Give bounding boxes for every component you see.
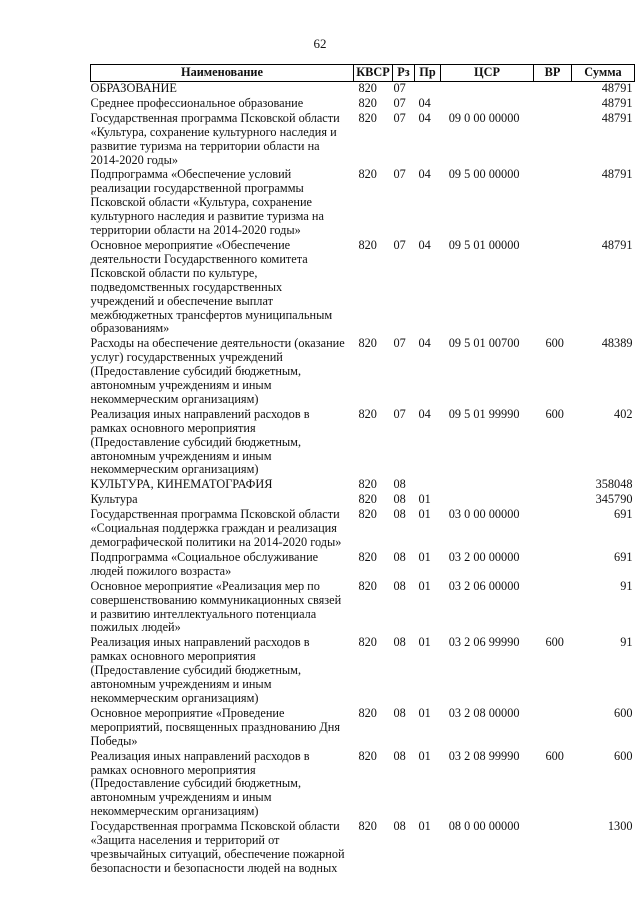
row-sum: 600 bbox=[614, 705, 633, 720]
row-rz: 08 bbox=[393, 507, 406, 522]
row-vr bbox=[534, 478, 572, 493]
row-rz: 08 bbox=[393, 748, 406, 763]
row-vr bbox=[534, 112, 572, 169]
row-vr bbox=[534, 580, 572, 637]
row-rz: 07 bbox=[393, 110, 406, 125]
row-csr: 03 2 00 00000 bbox=[448, 549, 520, 564]
table-row bbox=[91, 493, 635, 508]
table-row bbox=[91, 478, 635, 493]
row-rz: 08 bbox=[393, 477, 406, 492]
row-rz: 07 bbox=[393, 336, 406, 351]
row-kvsr: 820 bbox=[358, 748, 377, 763]
row-pr: 04 bbox=[418, 336, 431, 351]
row-csr: 03 0 00 00000 bbox=[448, 507, 520, 522]
row-kvsr: 820 bbox=[358, 578, 377, 593]
row-vr bbox=[534, 168, 572, 239]
budget-table bbox=[90, 64, 635, 877]
row-csr: 03 2 06 00000 bbox=[448, 578, 520, 593]
row-rz: 08 bbox=[393, 492, 406, 507]
table-row bbox=[91, 580, 635, 637]
row-rz: 07 bbox=[393, 406, 406, 421]
row-rz: 08 bbox=[393, 635, 406, 650]
row-csr: 09 5 01 00700 bbox=[448, 336, 520, 351]
row-csr: 09 0 00 00000 bbox=[448, 110, 520, 125]
row-csr: 09 5 01 00000 bbox=[448, 237, 520, 252]
row-name: Среднее профессиональное образование bbox=[90, 95, 304, 110]
table-row bbox=[91, 408, 635, 479]
row-pr: 01 bbox=[418, 549, 431, 564]
table-row bbox=[91, 508, 635, 551]
table-row bbox=[91, 112, 635, 169]
row-sum: 91 bbox=[620, 578, 633, 593]
row-vr bbox=[534, 82, 572, 97]
row-name: Подпрограмма «Обеспечение условий реализации государственной программы Псковской области «Культура, сохранение культурного наследия и развитие туризма на территории области на 2014-2020 годы» bbox=[90, 167, 324, 238]
row-pr: 04 bbox=[418, 406, 431, 421]
row-sum: 48791 bbox=[601, 237, 633, 252]
row-csr: 03 2 08 00000 bbox=[448, 705, 520, 720]
row-name: КУЛЬТУРА, КИНЕМАТОГРАФИЯ bbox=[90, 477, 273, 492]
row-kvsr: 820 bbox=[358, 406, 377, 421]
row-rz: 07 bbox=[393, 81, 406, 95]
row-sum: 691 bbox=[614, 507, 633, 522]
row-kvsr: 820 bbox=[358, 237, 377, 252]
row-csr: 03 2 06 99990 bbox=[448, 635, 520, 650]
row-sum: 48389 bbox=[601, 336, 633, 351]
row-name: Государственная программа Псковской области «Социальная поддержка граждан и реализация демографической политики на 2014-2020 годы» bbox=[90, 507, 342, 549]
row-kvsr: 820 bbox=[358, 477, 377, 492]
row-csr bbox=[441, 82, 534, 97]
row-csr: 08 0 00 00000 bbox=[448, 819, 520, 834]
row-vr bbox=[534, 551, 572, 580]
row-csr: 09 5 00 00000 bbox=[448, 167, 520, 182]
row-name: Основное мероприятие «Обеспечение деятельности Государственного комитета Псковской области по культуре, подведомственных государственных учреждений и обеспечение выплат межбюджетных трансфертов муниципальным образованиям» bbox=[90, 237, 333, 336]
row-name: Подпрограмма «Социальное обслуживание людей пожилого возраста» bbox=[90, 549, 319, 578]
row-pr: 01 bbox=[418, 748, 431, 763]
row-kvsr: 820 bbox=[358, 705, 377, 720]
column-header-pr: Пр bbox=[415, 65, 441, 82]
row-rz: 08 bbox=[393, 705, 406, 720]
row-pr: 04 bbox=[418, 95, 431, 110]
row-sum: 600 bbox=[614, 748, 633, 763]
row-sum: 1300 bbox=[607, 819, 633, 834]
row-csr bbox=[441, 493, 534, 508]
row-pr bbox=[415, 478, 441, 493]
row-kvsr: 820 bbox=[358, 635, 377, 650]
row-pr: 01 bbox=[418, 705, 431, 720]
row-rz: 08 bbox=[393, 578, 406, 593]
row-name: Культура bbox=[90, 492, 138, 507]
row-pr: 01 bbox=[418, 578, 431, 593]
row-vr bbox=[534, 239, 572, 337]
row-pr: 04 bbox=[418, 167, 431, 182]
row-csr: 03 2 08 99990 bbox=[448, 748, 520, 763]
row-sum: 48791 bbox=[601, 110, 633, 125]
row-vr bbox=[534, 707, 572, 750]
row-vr bbox=[534, 97, 572, 112]
row-kvsr: 820 bbox=[358, 492, 377, 507]
table-row bbox=[91, 551, 635, 580]
row-sum: 91 bbox=[620, 635, 633, 650]
row-vr bbox=[534, 493, 572, 508]
table-row bbox=[91, 750, 635, 821]
row-vr bbox=[534, 508, 572, 551]
table-row bbox=[91, 636, 635, 707]
table-row bbox=[91, 239, 635, 337]
row-vr: 600 bbox=[545, 406, 564, 421]
row-kvsr: 820 bbox=[358, 95, 377, 110]
row-sum: 48791 bbox=[601, 81, 633, 95]
row-kvsr: 820 bbox=[358, 167, 377, 182]
row-rz: 07 bbox=[393, 167, 406, 182]
row-name: Государственная программа Псковской области «Культура, сохранение культурного наследия и развитие туризма на территории области на 2014-2020 годы» bbox=[90, 110, 340, 167]
row-name: Реализация иных направлений расходов в рамках основного мероприятия (Предоставление субсидий бюджетным, автономным учреждениям и иным некоммерческим организациям) bbox=[90, 635, 310, 705]
table-header-row bbox=[91, 65, 635, 82]
row-vr: 600 bbox=[545, 748, 564, 763]
row-sum: 402 bbox=[614, 406, 633, 421]
row-csr bbox=[441, 97, 534, 112]
row-pr: 01 bbox=[418, 492, 431, 507]
row-kvsr: 820 bbox=[358, 819, 377, 834]
row-pr: 04 bbox=[418, 237, 431, 252]
row-csr bbox=[441, 478, 534, 493]
row-pr: 01 bbox=[418, 635, 431, 650]
row-name: Расходы на обеспечение деятельности (оказание услуг) государственных учреждений (Предоставление субсидий бюджетным, автономным учреждениям и иным некоммерческим организациям) bbox=[90, 336, 345, 406]
row-pr bbox=[415, 82, 441, 97]
row-name: ОБРАЗОВАНИЕ bbox=[90, 81, 177, 95]
column-header-name: Наименование bbox=[91, 65, 354, 82]
row-kvsr: 820 bbox=[358, 549, 377, 564]
row-rz: 08 bbox=[393, 549, 406, 564]
row-sum: 358048 bbox=[595, 477, 633, 492]
row-csr: 09 5 01 99990 bbox=[448, 406, 520, 421]
row-pr: 01 bbox=[418, 507, 431, 522]
column-header-rz: Рз bbox=[393, 65, 415, 82]
row-vr bbox=[534, 820, 572, 877]
row-kvsr: 820 bbox=[358, 336, 377, 351]
row-name: Основное мероприятие «Проведение мероприятий, посвященных празднованию Дня Победы» bbox=[90, 705, 341, 748]
row-rz: 08 bbox=[393, 819, 406, 834]
row-sum: 48791 bbox=[601, 95, 633, 110]
table-row bbox=[91, 82, 635, 97]
row-pr: 01 bbox=[418, 819, 431, 834]
table-row bbox=[91, 707, 635, 750]
row-kvsr: 820 bbox=[358, 110, 377, 125]
row-sum: 345790 bbox=[595, 492, 633, 507]
column-header-vr: ВР bbox=[534, 65, 572, 82]
row-rz: 07 bbox=[393, 95, 406, 110]
table-row bbox=[91, 97, 635, 112]
row-name: Основное мероприятие «Реализация мер по совершенствованию коммуникационных связей и развитию интеллектуального потенциала пожилых людей» bbox=[90, 578, 342, 635]
row-name: Реализация иных направлений расходов в рамках основного мероприятия (Предоставление субсидий бюджетным, автономным учреждениям и иным некоммерческим организациям) bbox=[90, 406, 310, 477]
row-vr: 600 bbox=[545, 336, 564, 351]
column-header-kvsr: КВСР bbox=[354, 65, 393, 82]
table-row bbox=[91, 337, 635, 408]
table-row bbox=[91, 820, 635, 877]
row-kvsr: 820 bbox=[358, 81, 377, 95]
row-vr: 600 bbox=[545, 635, 564, 650]
column-header-csr: ЦСР bbox=[441, 65, 534, 82]
row-name: Государственная программа Псковской области «Защита населения и территорий от чрезвычайных ситуаций, обеспечение пожарной безопасности и безопасности людей на водных bbox=[90, 819, 345, 875]
row-sum: 691 bbox=[614, 549, 633, 564]
table-row bbox=[91, 168, 635, 239]
column-header-sum: Сумма bbox=[572, 65, 635, 82]
row-name: Реализация иных направлений расходов в рамках основного мероприятия (Предоставление субсидий бюджетным, автономным учреждениям и иным некоммерческим организациям) bbox=[90, 748, 310, 819]
row-pr: 04 bbox=[418, 110, 431, 125]
row-sum: 48791 bbox=[601, 167, 633, 182]
row-kvsr: 820 bbox=[358, 507, 377, 522]
row-rz: 07 bbox=[393, 237, 406, 252]
page-number: 62 bbox=[313, 36, 327, 51]
